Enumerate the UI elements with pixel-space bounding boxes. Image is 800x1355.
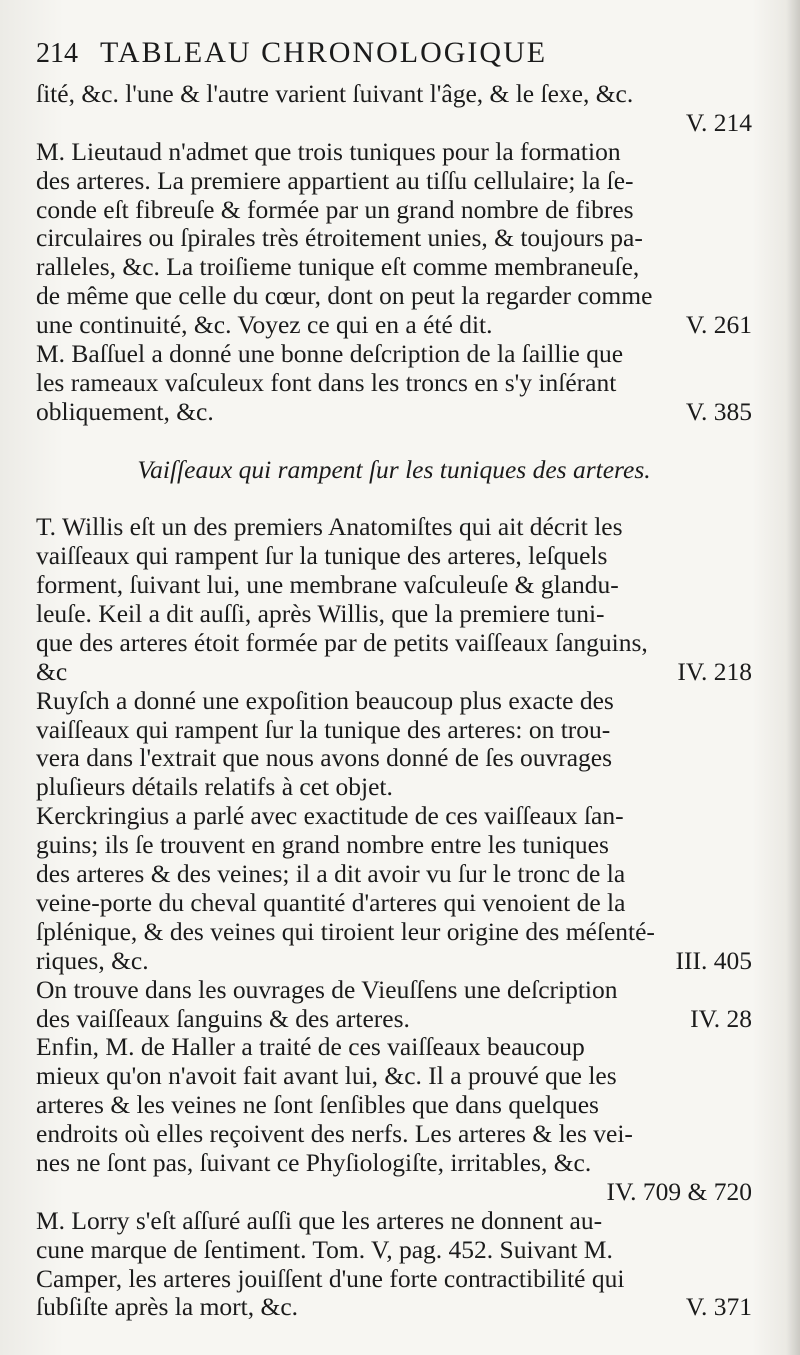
line-text: On trouve dans les ouvrages de Vieuſſens une deſcription bbox=[36, 974, 618, 1004]
line-text: veine-porte du cheval quantité d'arteres qui venoient de la bbox=[36, 887, 626, 917]
text-line bbox=[36, 1120, 752, 1149]
page-number: 214 bbox=[36, 38, 78, 69]
text-line bbox=[36, 513, 752, 542]
line-text: conde eſt fibreuſe & formée par un grand nombre de fibres bbox=[36, 194, 634, 224]
volume-reference: V. 385 bbox=[685, 396, 752, 426]
text-line bbox=[36, 369, 752, 398]
text-line bbox=[36, 976, 752, 1005]
blank-line bbox=[36, 484, 752, 513]
line-text: une continuité, &c. Voyez ce qui en a été dit. bbox=[36, 310, 493, 340]
volume-reference: IV. 28 bbox=[690, 1003, 752, 1033]
text-line bbox=[36, 224, 752, 253]
line-text: endroits où elles reçoivent des nerfs. Les arteres & les vei- bbox=[36, 1119, 633, 1149]
line-text: ſité, &c. l'une & l'autre varient ſuivant l'âge, & le ſexe, &c. bbox=[36, 79, 634, 108]
text-line bbox=[36, 542, 752, 571]
text-line bbox=[36, 744, 752, 773]
text-line bbox=[36, 889, 752, 918]
text-line bbox=[36, 947, 752, 976]
text-line bbox=[36, 196, 752, 225]
text-line bbox=[36, 600, 752, 629]
text-line bbox=[36, 1236, 752, 1265]
text-line bbox=[36, 687, 752, 716]
text-line bbox=[36, 1207, 752, 1236]
line-text: M. Lieutaud n'admet que trois tuniques pour la formation bbox=[36, 136, 621, 166]
page-title: TABLEAU CHRONOLOGIQUE bbox=[100, 36, 548, 69]
line-text: les rameaux vaſculeux font dans les troncs en s'y inſérant bbox=[36, 367, 617, 397]
line-text: IV. 709 & 720 bbox=[606, 1176, 752, 1206]
text-line bbox=[36, 918, 752, 947]
text-line bbox=[36, 80, 752, 109]
line-text: M. Baſſuel a donné une bonne deſcription de la ſaillie que bbox=[36, 339, 624, 369]
running-header bbox=[36, 36, 756, 76]
line-text: M. Lorry s'eſt aſſuré auſſi que les arteres ne donnent au- bbox=[36, 1205, 603, 1235]
line-text: des arteres. La premiere appartient au tiſſu cellulaire; la ſe- bbox=[36, 165, 634, 195]
text-line bbox=[36, 1062, 752, 1091]
line-text: Camper, les arteres jouiſſent d'une forte contractibilité qui bbox=[36, 1263, 625, 1293]
line-text: pluſieurs détails relatifs à cet objet. bbox=[36, 772, 393, 802]
line-text: obliquement, &c. bbox=[36, 396, 214, 426]
text-line bbox=[36, 138, 752, 167]
text-line bbox=[36, 571, 752, 600]
line-text: Ruyſch a donné une expoſition beaucoup plus exacte des bbox=[36, 685, 614, 715]
line-text: des arteres & des veines; il a dit avoir vu ſur le tronc de la bbox=[36, 859, 626, 889]
text-line bbox=[36, 1178, 752, 1207]
line-text: mieux qu'on n'avoit fait avant lui, &c. Il a prouvé que les bbox=[36, 1061, 617, 1091]
line-text: riques, &c. bbox=[36, 945, 149, 975]
text-line bbox=[36, 1265, 752, 1294]
volume-reference: V. 371 bbox=[685, 1292, 752, 1322]
text-line bbox=[36, 1293, 752, 1322]
line-text: guins; ils ſe trouvent en grand nombre entre les tuniques bbox=[36, 830, 609, 860]
line-text: Kerckringius a parlé avec exactitude de ces vaiſſeaux ſan- bbox=[36, 801, 624, 831]
text-line bbox=[36, 1091, 752, 1120]
section-heading bbox=[36, 456, 752, 485]
text-line bbox=[36, 282, 752, 311]
text-line bbox=[36, 629, 752, 658]
line-text: ralleles, &c. La troiſieme tunique eſt comme membraneuſe, bbox=[36, 252, 640, 282]
line-text: de même que celle du cœur, dont on peut la regarder comme bbox=[36, 281, 653, 311]
line-text: vera dans l'extrait que nous avons donné de ſes ouvrages bbox=[36, 743, 613, 773]
text-line bbox=[36, 340, 752, 369]
line-text: cune marque de ſentiment. Tom. V, pag. 452. Suivant M. bbox=[36, 1234, 613, 1264]
text-line bbox=[36, 253, 752, 282]
line-text: des vaiſſeaux ſanguins & des arteres. bbox=[36, 1003, 410, 1033]
text-line bbox=[36, 167, 752, 196]
text-line bbox=[36, 831, 752, 860]
text-line bbox=[36, 109, 752, 138]
text-line bbox=[36, 773, 752, 802]
line-text: vaiſſeaux qui rampent ſur la tunique des arteres: on trou- bbox=[36, 714, 611, 744]
line-text: nes ne ſont pas, ſuivant ce Phyſiologiſte, irritables, &c. bbox=[36, 1147, 592, 1177]
text-line bbox=[36, 1149, 752, 1178]
line-text: Enfin, M. de Haller a traité de ces vaiſſeaux beaucoup bbox=[36, 1032, 585, 1062]
line-text: leuſe. Keil a dit auſſi, après Willis, que la premiere tuni- bbox=[36, 599, 605, 629]
text-line bbox=[36, 860, 752, 889]
blank-line bbox=[36, 427, 752, 456]
text-line bbox=[36, 1033, 752, 1062]
line-text: T. Willis eſt un des premiers Anatomiſtes qui ait décrit les bbox=[36, 512, 623, 542]
volume-reference: III. 405 bbox=[675, 945, 752, 975]
text-line bbox=[36, 802, 752, 831]
text-line bbox=[36, 1005, 752, 1034]
volume-reference: IV. 218 bbox=[677, 656, 752, 686]
text-line bbox=[36, 658, 752, 687]
text-line bbox=[36, 311, 752, 340]
line-text: &c bbox=[36, 656, 68, 686]
line-text: Vaiſſeaux qui rampent ſur les tuniques des arteres. bbox=[137, 454, 651, 484]
line-text: vaiſſeaux qui rampent ſur la tunique des arteres, leſquels bbox=[36, 541, 608, 571]
line-text: arteres & les veines ne ſont ſenſibles que dans quelques bbox=[36, 1090, 599, 1120]
line-text: que des arteres étoit formée par de petits vaiſſeaux ſanguins, bbox=[36, 627, 648, 657]
line-text: ſubſiſte après la mort, &c. bbox=[36, 1292, 299, 1322]
line-text: circulaires ou ſpirales très étroitement unies, & toujours pa- bbox=[36, 223, 643, 253]
body-text bbox=[36, 80, 752, 1322]
text-line bbox=[36, 716, 752, 745]
text-line bbox=[36, 398, 752, 427]
volume-reference: V. 261 bbox=[685, 310, 752, 340]
line-text: ſplénique, & des veines qui tiroient leur origine des méſenté- bbox=[36, 916, 655, 946]
line-text: forment, ſuivant lui, une membrane vaſculeuſe & glandu- bbox=[36, 570, 619, 600]
line-text: V. 214 bbox=[685, 107, 752, 137]
